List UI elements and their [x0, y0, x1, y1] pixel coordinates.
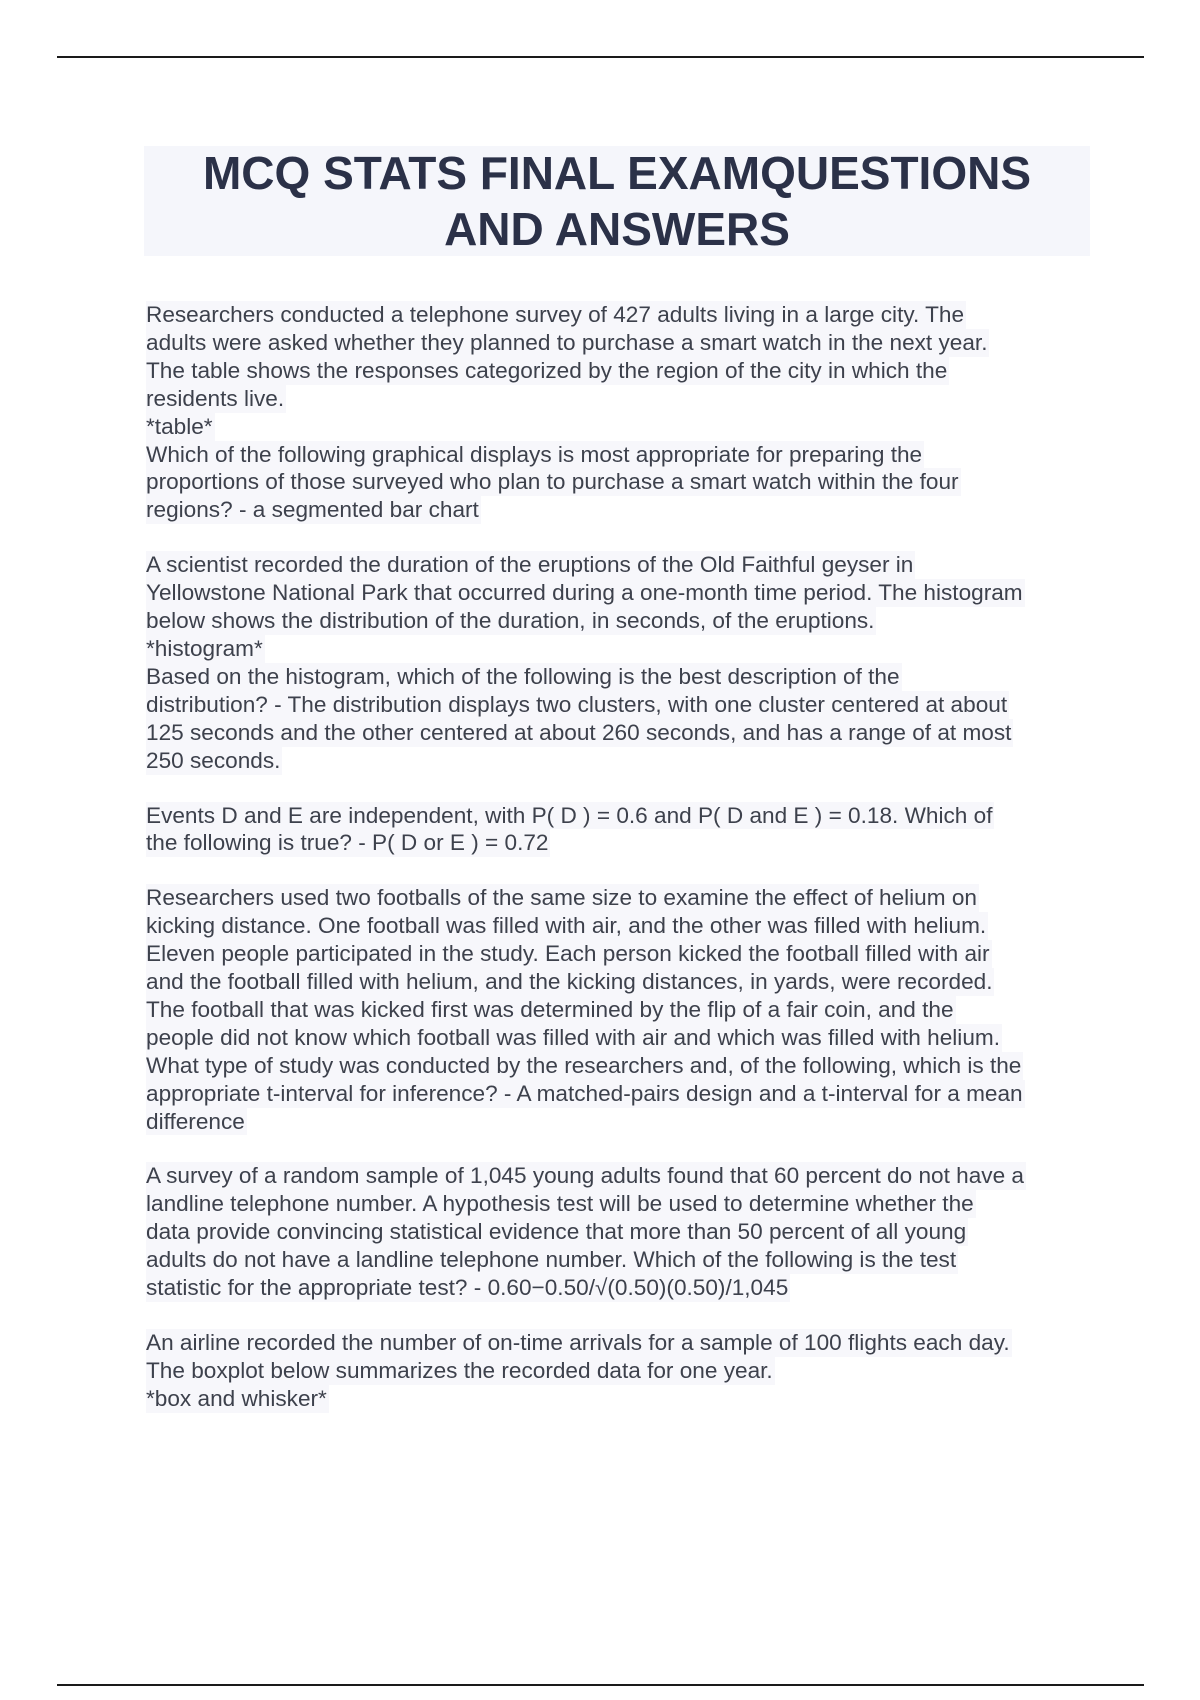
- text-line-row: [146, 1162, 1091, 1190]
- text-line: regions? - a segmented bar chart: [146, 497, 479, 523]
- text-line: A survey of a random sample of 1,045 young adults found that 60 percent do not have a: [146, 1163, 1024, 1189]
- question-answer-block: [146, 1162, 1091, 1302]
- text-line: adults do not have a landline telephone number. Which of the following is the test: [146, 1247, 957, 1273]
- text-line-row: [146, 1274, 1091, 1302]
- text-line-row: [146, 1190, 1091, 1218]
- text-line-row: [146, 551, 1091, 579]
- text-line-row: [146, 829, 1091, 857]
- text-line-row: [146, 691, 1091, 719]
- text-line-row: [146, 912, 1091, 940]
- text-line: difference: [146, 1108, 245, 1134]
- text-line: The boxplot below summarizes the recorded data for one year.: [146, 1357, 773, 1383]
- text-line: the following is true? - P( D or E ) = 0.72: [146, 830, 549, 856]
- text-line-row: [146, 719, 1091, 747]
- text-line: The football that was kicked first was determined by the flip of a fair coin, and the: [146, 996, 954, 1022]
- text-line-row: [146, 747, 1091, 775]
- text-line-row: [146, 968, 1091, 996]
- text-line: *table*: [146, 413, 213, 439]
- question-answer-block: [146, 301, 1091, 524]
- text-line-row: [146, 607, 1091, 635]
- question-answer-block: [146, 884, 1091, 1135]
- question-answer-block: [146, 802, 1091, 858]
- text-line: 250 seconds.: [146, 747, 281, 773]
- text-line: Which of the following graphical displays is most appropriate for preparing the: [146, 441, 923, 467]
- text-line-row: [146, 441, 1091, 469]
- text-line-row: [146, 385, 1091, 413]
- text-line: residents live.: [146, 385, 285, 411]
- text-line: The table shows the responses categorized by the region of the city in which the: [146, 357, 948, 383]
- text-line-row: [146, 1329, 1091, 1357]
- question-list: [146, 301, 1091, 1440]
- text-line: *histogram*: [146, 635, 263, 661]
- text-line: landline telephone number. A hypothesis test will be used to determine whether the: [146, 1191, 974, 1217]
- text-line-row: [146, 663, 1091, 691]
- text-line-row: [146, 1385, 1091, 1413]
- text-line-row: [146, 579, 1091, 607]
- text-line: below shows the distribution of the duration, in seconds, of the eruptions.: [146, 608, 875, 634]
- text-line: Researchers used two footballs of the same size to examine the effect of helium on: [146, 885, 977, 911]
- text-line: Researchers conducted a telephone survey of 427 adults living in a large city. The: [146, 302, 965, 327]
- text-line-row: [146, 413, 1091, 441]
- title-box: [144, 146, 1090, 256]
- text-line: A scientist recorded the duration of the eruptions of the Old Faithful geyser in: [146, 552, 914, 578]
- text-line-row: [146, 357, 1091, 385]
- question-answer-block: [146, 551, 1091, 774]
- text-line: Events D and E are independent, with P( D ) = 0.6 and P( D and E ) = 0.18. Which of: [146, 802, 993, 828]
- text-line-row: [146, 996, 1091, 1024]
- text-line-row: [146, 940, 1091, 968]
- text-line: statistic for the appropriate test? - 0.60−0.50/√(0.50)(0.50)/1,045: [146, 1275, 789, 1301]
- text-line: Eleven people participated in the study. Each person kicked the football filled with air: [146, 941, 990, 967]
- text-line-row: [146, 301, 1091, 329]
- text-line-row: [146, 496, 1091, 524]
- text-line-row: [146, 802, 1091, 830]
- text-line: and the football filled with helium, and the kicking distances, in yards, were recorded.: [146, 969, 993, 995]
- text-line-row: [146, 884, 1091, 912]
- text-line: appropriate t-interval for inference? - A matched-pairs design and a t-interval for a mean: [146, 1080, 1023, 1106]
- text-line-row: [146, 1080, 1091, 1108]
- document-title-line-1: MCQ STATS FINAL EXAMQUESTIONS: [202, 147, 1032, 199]
- text-line: adults were asked whether they planned to purchase a smart watch in the next year.: [146, 329, 988, 355]
- text-line: 125 seconds and the other centered at about 260 seconds, and has a range of at most: [146, 719, 1012, 745]
- text-line: distribution? - The distribution displays two clusters, with one cluster centered at about: [146, 691, 1008, 717]
- text-line-row: [146, 1246, 1091, 1274]
- text-line-row: [146, 1024, 1091, 1052]
- text-line-row: [146, 468, 1091, 496]
- top-rule: [57, 56, 1144, 58]
- text-line: Yellowstone National Park that occurred during a one-month time period. The histogram: [146, 580, 1023, 606]
- text-line: *box and whisker*: [146, 1385, 327, 1411]
- text-line: An airline recorded the number of on-time arrivals for a sample of 100 flights each day.: [146, 1330, 1010, 1355]
- text-line: What type of study was conducted by the researchers and, of the following, which is the: [146, 1052, 1022, 1078]
- text-line-row: [146, 1052, 1091, 1080]
- text-line: data provide convincing statistical evidence that more than 50 percent of all young: [146, 1219, 967, 1245]
- text-line-row: [146, 1108, 1091, 1136]
- text-line: kicking distance. One football was filled with air, and the other was filled with helium.: [146, 913, 987, 939]
- text-line-row: [146, 1218, 1091, 1246]
- question-answer-block: [146, 1329, 1091, 1413]
- text-line-row: [146, 635, 1091, 663]
- bottom-rule: [57, 1684, 1144, 1686]
- text-line-row: [146, 329, 1091, 357]
- text-line: Based on the histogram, which of the following is the best description of the: [146, 663, 900, 689]
- text-line: proportions of those surveyed who plan to purchase a smart watch within the four: [146, 469, 959, 495]
- text-line: people did not know which football was filled with air and which was filled with helium.: [146, 1024, 1000, 1050]
- document-title-line-2: AND ANSWERS: [444, 203, 790, 255]
- text-line-row: [146, 1357, 1091, 1385]
